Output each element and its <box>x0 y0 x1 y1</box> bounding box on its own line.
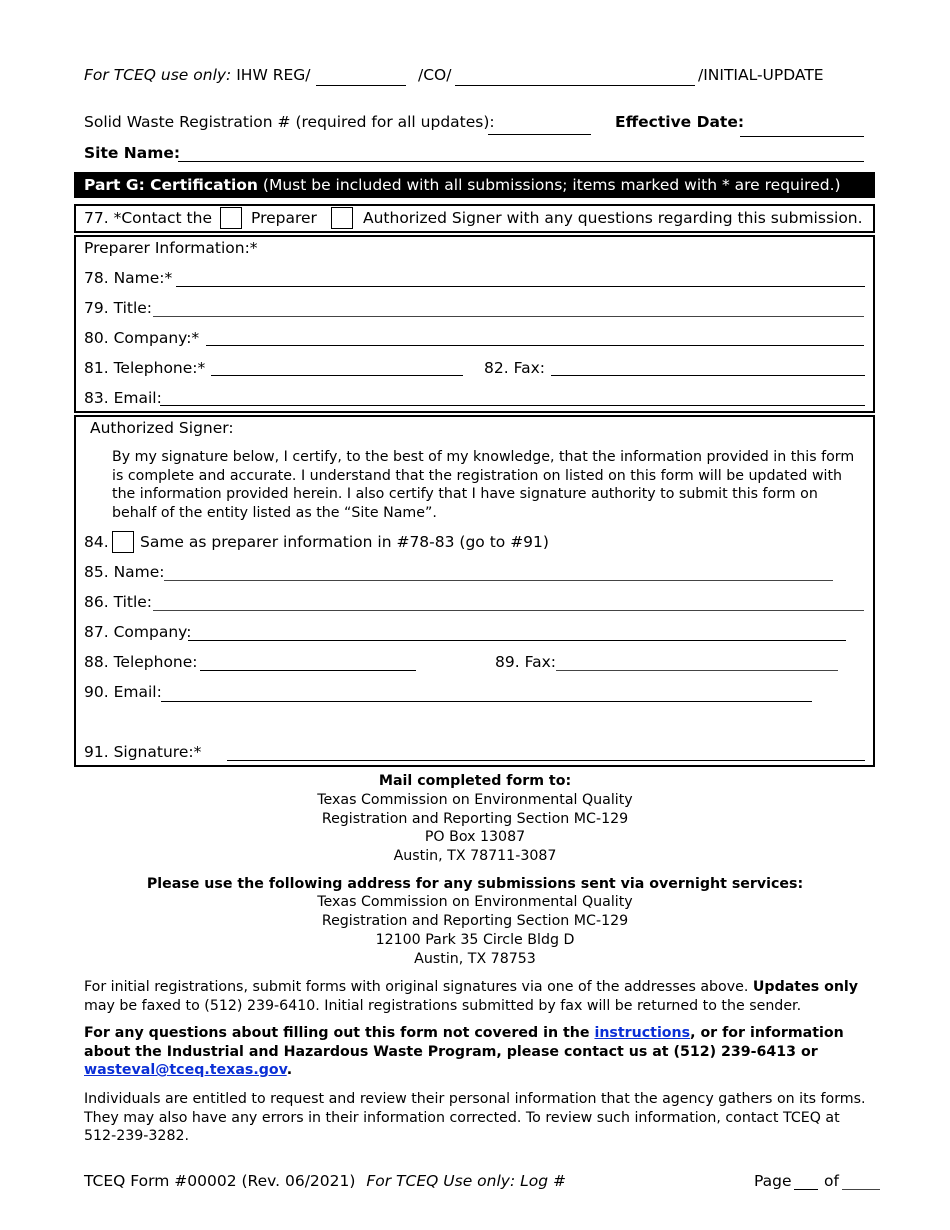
privacy-note: Individuals are entitled to request and review their personal information that the agency gathers on its forms. They may also have any errors in their information corrected. To review such information, contact TCEQ at 512-239-3282. <box>84 1091 866 1144</box>
contact-preparer-checkbox[interactable] <box>220 207 242 229</box>
overnight-line-4: Austin, TX 78753 <box>414 951 536 967</box>
signer-email-label: 90. Email: <box>84 683 162 701</box>
contact-prefix: 77. *Contact the <box>84 209 212 227</box>
co-field[interactable] <box>455 85 695 86</box>
overnight-heading: Please use the following address for any submissions sent via overnight services: <box>146 876 804 892</box>
signer-company-label: 87. Company: <box>84 623 192 641</box>
effective-date-label: Effective Date: <box>615 113 745 131</box>
contact-signer-checkbox[interactable] <box>331 207 353 229</box>
contact-signer-label: Authorized Signer with any questions regarding this submission. <box>363 209 863 227</box>
signer-telephone-field[interactable] <box>200 670 416 671</box>
mail-heading: Mail completed form to: <box>378 773 572 789</box>
signer-telephone-label: 88. Telephone: <box>84 653 198 671</box>
sw-reg-field[interactable] <box>488 134 591 135</box>
overnight-line-1: Texas Commission on Environmental Quality <box>317 894 633 910</box>
same-as-preparer-checkbox[interactable] <box>112 531 134 553</box>
initial-update-label: /INITIAL-UPDATE <box>698 66 824 84</box>
site-name-label: Site Name: <box>84 144 181 162</box>
page-number-field[interactable] <box>794 1189 818 1190</box>
signer-title-label: 86. Title: <box>84 593 153 611</box>
same-as-preparer-label: Same as preparer information in #78-83 (go to #91) <box>140 533 549 551</box>
signature-label: 91. Signature:* <box>84 743 202 761</box>
mail-line-1: Texas Commission on Environmental Quality <box>317 792 633 808</box>
instructions-link[interactable]: instructions <box>594 1025 691 1041</box>
preparer-email-label: 83. Email: <box>84 389 162 407</box>
page-total-field[interactable] <box>842 1189 880 1190</box>
signer-email-field[interactable] <box>161 701 812 702</box>
preparer-title-field[interactable] <box>153 316 864 317</box>
email-link[interactable]: wasteval@tceq.texas.gov <box>84 1062 287 1078</box>
page-label: Page <box>754 1172 792 1190</box>
same-as-preparer-number: 84. <box>84 533 109 551</box>
effective-date-field[interactable] <box>740 136 864 137</box>
signer-fax-field[interactable] <box>556 670 838 671</box>
preparer-title-label: 79. Title: <box>84 299 153 317</box>
signer-name-field[interactable] <box>164 580 833 581</box>
preparer-fax-field[interactable] <box>551 375 865 376</box>
preparer-name-field[interactable] <box>176 286 865 287</box>
preparer-email-field[interactable] <box>160 405 865 406</box>
contact-preparer-label: Preparer <box>251 209 317 227</box>
signer-fax-label: 89. Fax: <box>495 653 556 671</box>
preparer-telephone-label: 81. Telephone:* <box>84 359 206 377</box>
ihw-reg-label: IHW REG/ <box>236 66 311 84</box>
preparer-telephone-field[interactable] <box>211 375 463 376</box>
tceq-use-only-row <box>84 66 311 84</box>
preparer-section <box>74 235 875 413</box>
signer-heading: Authorized Signer: <box>90 419 234 437</box>
mail-line-4: Austin, TX 78711-3087 <box>393 848 557 864</box>
tceq-use-only-label: For TCEQ use only: <box>84 66 232 84</box>
part-g-header <box>74 172 875 198</box>
co-label: /CO/ <box>418 66 452 84</box>
certification-text: By my signature below, I certify, to the best of my knowledge, that the information provided in this form is complete and accurate. I understand that the registration on listed on this form will be updated with the information provided herein. I also certify that I have signature authority to submit this form on behalf of the entity listed as the “Site Name”. <box>112 449 855 521</box>
log-label: For TCEQ Use only: Log # <box>366 1172 566 1190</box>
signature-field[interactable] <box>227 760 865 761</box>
page-of-label: of <box>824 1172 839 1190</box>
sw-reg-label: Solid Waste Registration # (required for all updates): <box>84 113 495 131</box>
signer-title-field[interactable] <box>153 610 864 611</box>
signer-company-field[interactable] <box>188 640 846 641</box>
overnight-line-2: Registration and Reporting Section MC-129 <box>321 913 629 929</box>
form-number: TCEQ Form #00002 (Rev. 06/2021) For TCEQ Use only: Log # <box>84 1172 566 1190</box>
mail-line-2: Registration and Reporting Section MC-129 <box>321 811 629 827</box>
preparer-fax-label: 82. Fax: <box>484 359 545 377</box>
overnight-line-3: 12100 Park 35 Circle Bldg D <box>375 932 575 948</box>
preparer-heading: Preparer Information:* <box>84 239 258 257</box>
mail-line-3: PO Box 13087 <box>424 829 526 845</box>
initial-registration-note: For initial registrations, submit forms with original signatures via one of the addresses above. Updates only may be faxed to (512) 239-6410. Initial registrations submitted by fax will be returned to the sender. <box>84 979 859 1014</box>
signer-name-label: 85. Name: <box>84 563 165 581</box>
part-g-subtitle: (Must be included with all submissions; items marked with * are required.) <box>262 176 841 194</box>
ihw-reg-field[interactable] <box>316 85 406 86</box>
preparer-company-field[interactable] <box>206 345 864 346</box>
part-g-title: Part G: Certification <box>84 176 258 194</box>
site-name-field[interactable] <box>178 161 864 162</box>
questions-note: For any questions about filling out this form not covered in the instructions, or for information about the Industrial and Hazardous Waste Program, please contact us at (512) 239-6413 or wasteval@tceq.texas.gov. <box>84 1025 844 1078</box>
preparer-name-label: 78. Name:* <box>84 269 173 287</box>
preparer-company-label: 80. Company:* <box>84 329 200 347</box>
